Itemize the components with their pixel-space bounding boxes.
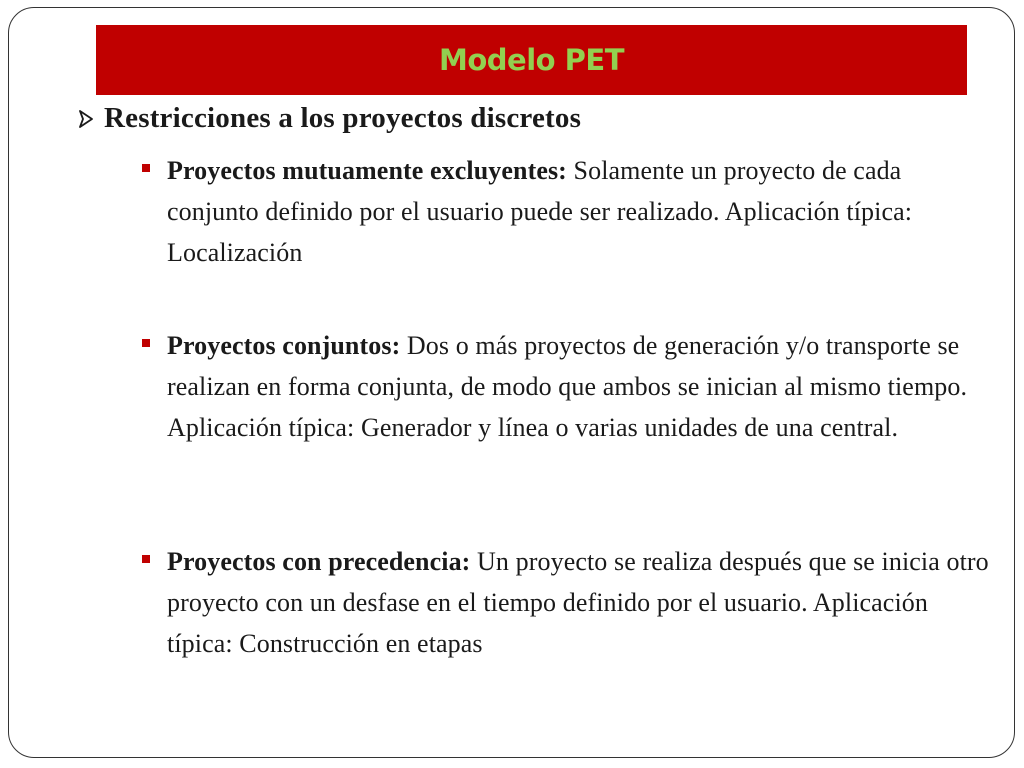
square-bullet-icon — [142, 555, 150, 563]
slide-title: Modelo PET — [438, 43, 624, 77]
list-item-text — [167, 150, 990, 273]
list-item-description: Dos o más proyectos de generación y/o transporte se realizan en forma conjunta, de modo que ambos se inician al mismo tiempo. Aplicación típica: Generador y línea o varias unidades de una central. — [167, 331, 968, 442]
list-item-text — [167, 325, 990, 448]
list-item-term: Proyectos mutuamente excluyentes: — [167, 156, 567, 185]
list-item-term: Proyectos con precedencia: — [167, 547, 471, 576]
list-item-description: Un proyecto se realiza después que se inicia otro proyecto con un desfase en el tiempo definido por el usuario. Aplicación típica: Construcción en etapas — [167, 547, 989, 658]
list-item — [140, 541, 990, 664]
square-bullet-icon — [142, 164, 150, 172]
square-bullet-icon — [142, 339, 150, 347]
list-item — [140, 150, 990, 273]
heading-row — [76, 102, 581, 135]
list-item-text — [167, 541, 990, 664]
arrow-bullet-icon — [76, 108, 96, 130]
list-item — [140, 325, 990, 448]
list-item-term: Proyectos conjuntos: — [167, 331, 401, 360]
list-item-description: Solamente un proyecto de cada conjunto definido por el usuario puede ser realizado. Aplicación típica: Localización — [167, 156, 913, 267]
section-heading: Restricciones a los proyectos discretos — [104, 102, 582, 134]
